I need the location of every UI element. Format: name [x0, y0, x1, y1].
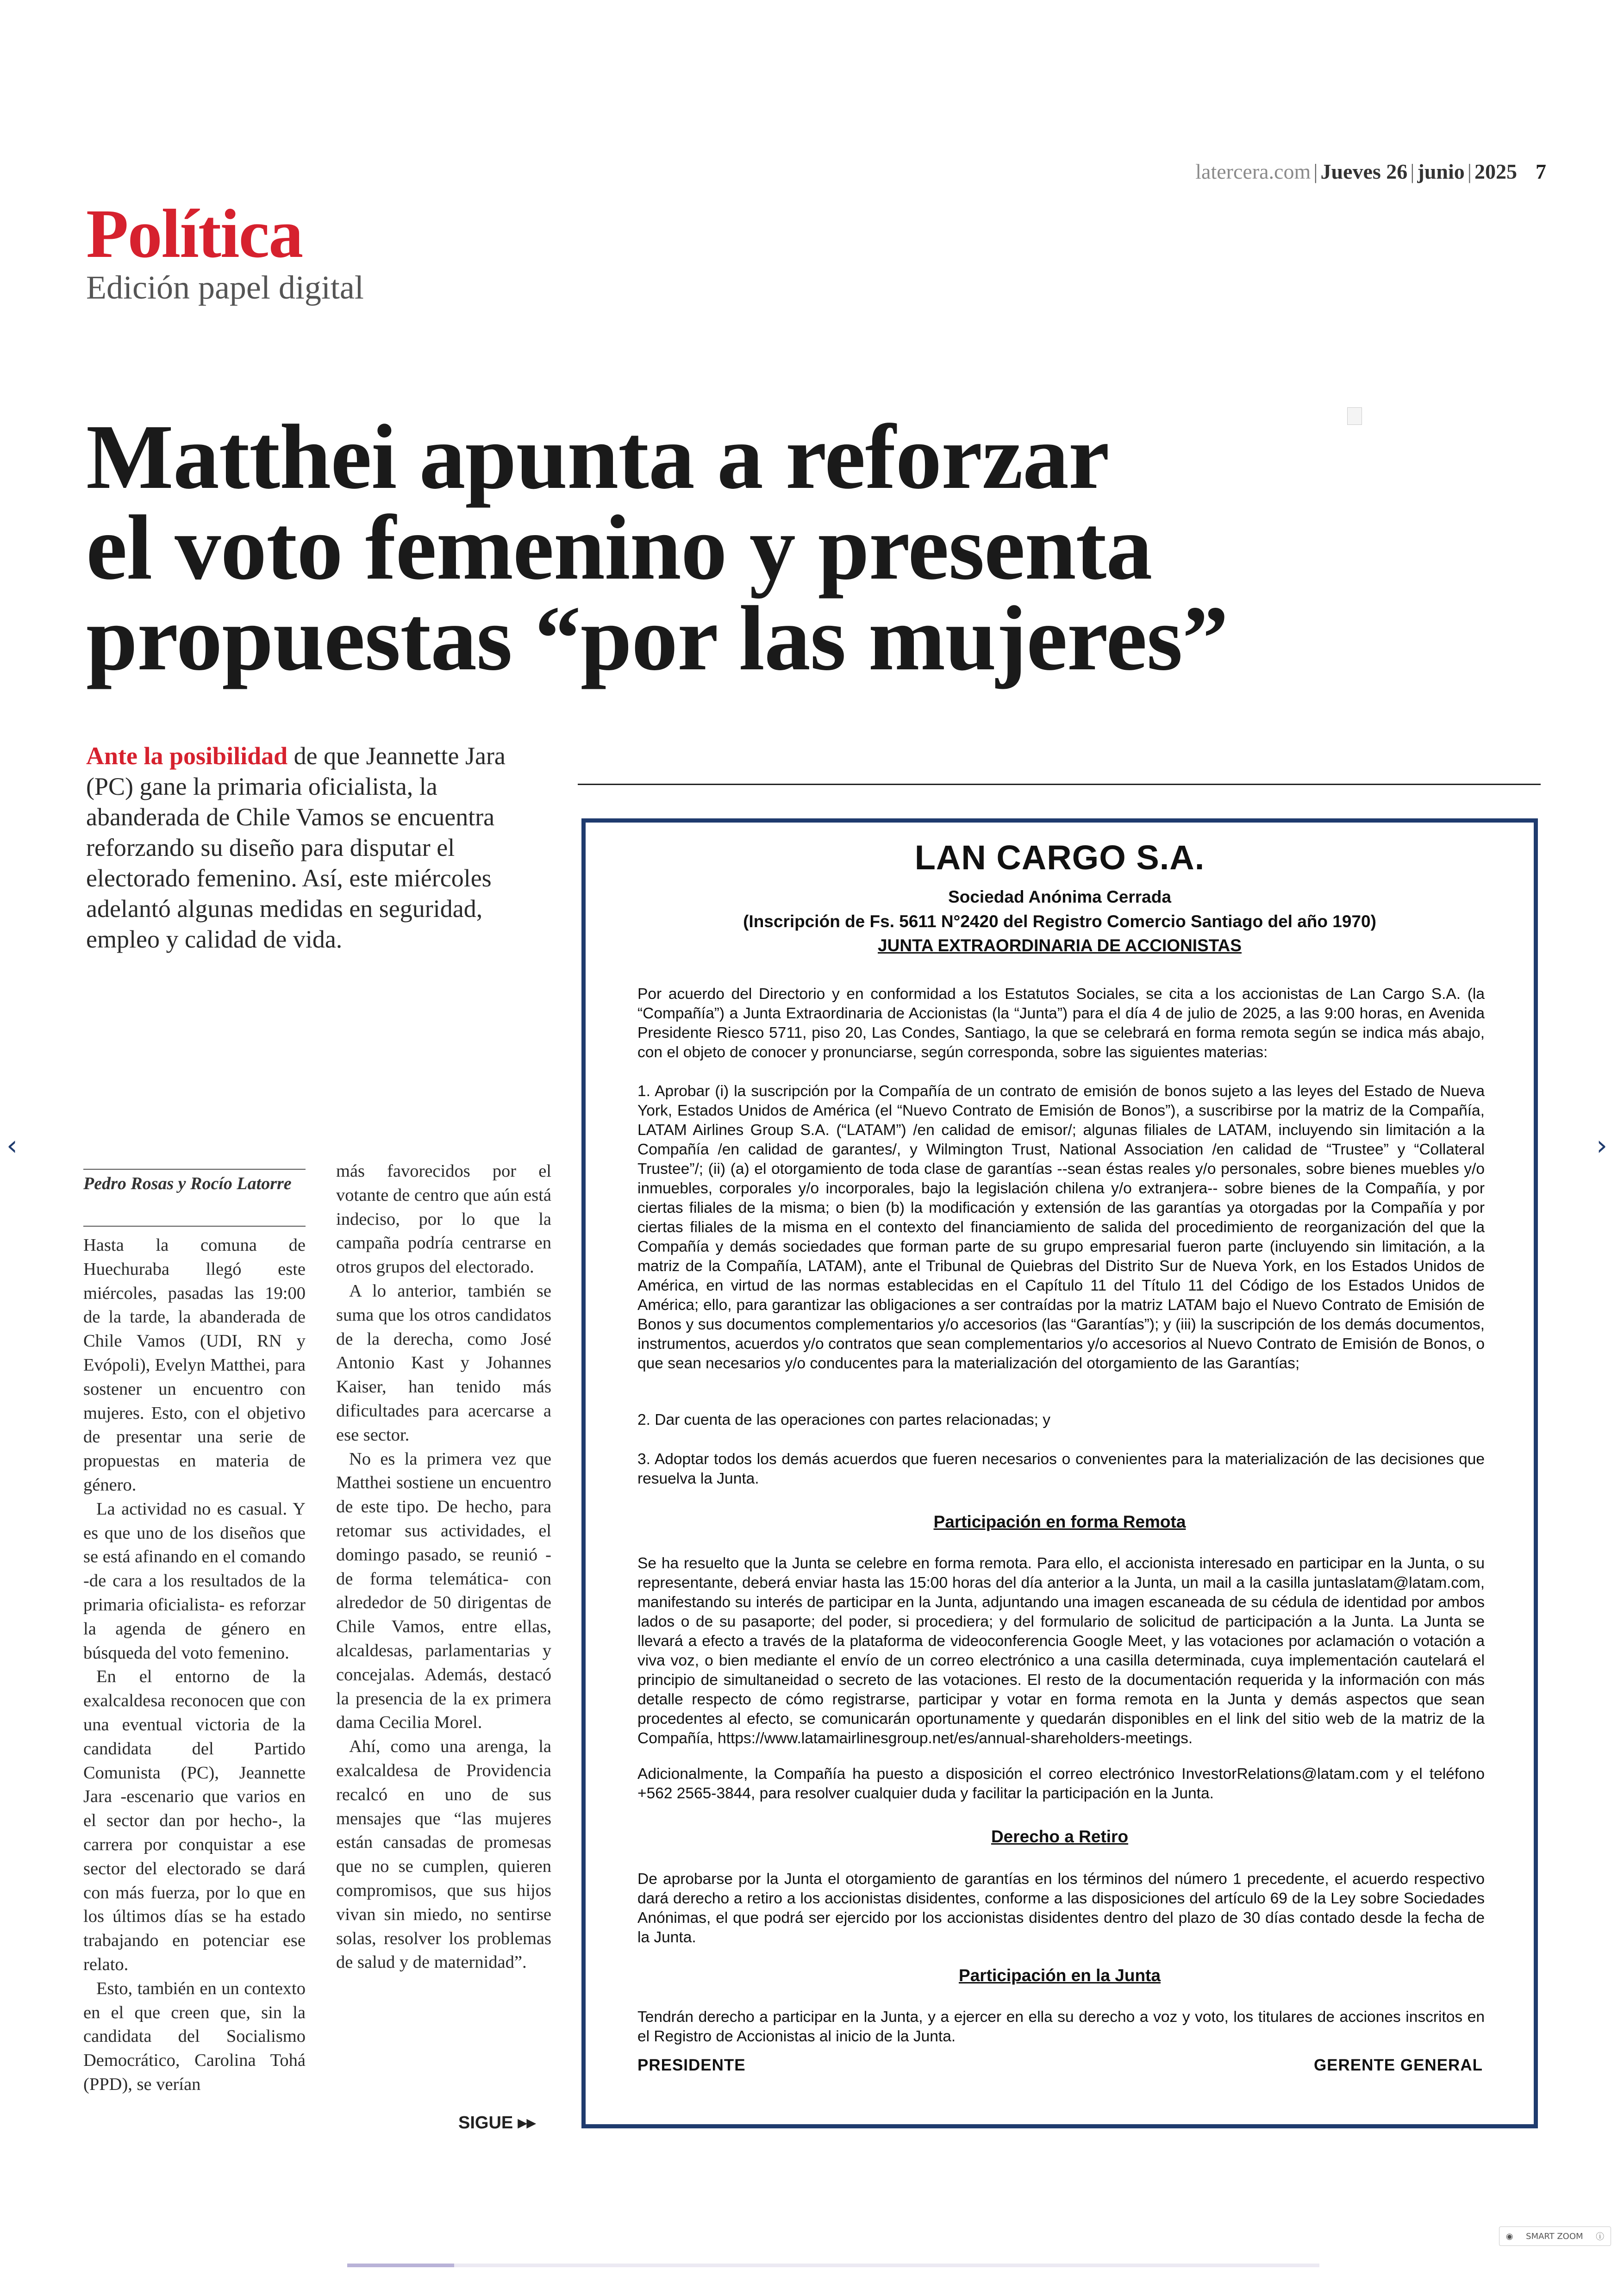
ad-participation-text: Tendrán derecho a participar en la Junta, y a ejercer en ella su derecho a voz y voto, los titulares de acciones inscritos en el Registro de Accionistas al inicio de la Junta.: [637, 2008, 1485, 2045]
ad-meeting-title: JUNTA EXTRAORDINARIA DE ACCIONISTAS: [878, 936, 1242, 955]
page-progress-track[interactable]: [347, 2264, 1319, 2267]
headline: [86, 406, 1405, 690]
ad-company-type: Sociedad Anónima Cerrada: [948, 887, 1171, 906]
lead-text: de que Jeannette Jara (PC) gane la primaria oficialista, la abanderada de Chile Vamos se encuentra reforzando su diseño para disputar el electorado femenino. Así, este miércoles adelantó algunas medidas en seguridad, empleo y calidad de vida.: [86, 742, 506, 953]
article-column-1: [83, 1234, 306, 2097]
info-icon[interactable]: ⓘ: [1596, 2232, 1605, 2242]
eye-icon: ◉: [1505, 2231, 1513, 2241]
chevron-left-icon[interactable]: ‹: [6, 1129, 18, 1162]
headline-line: el voto femenino y presenta: [86, 497, 1152, 599]
ad-registry: (Inscripción de Fs. 5611 N°2420 del Registro Comercio Santiago del año 1970): [743, 912, 1376, 931]
site-name[interactable]: latercera.com: [1195, 160, 1311, 183]
section-title: Política: [86, 195, 303, 272]
section-subtitle: Edición papel digital: [86, 269, 364, 306]
legal-notice-ad: [581, 818, 1538, 2128]
article-paragraph: En el entorno de la exalcaldesa reconocen que con una eventual victoria de la candidata del Partido Comunista (PC), Jeannette Jara -escenario que varios en el sector dan por hecho-, la carrera por conquistar a ese sector del electorado se dará con más fuerza, por lo que en los últimos días se ha estado trabajando en potenciar ese relato.: [83, 1667, 306, 1974]
article-paragraph: Hasta la comuna de Huechuraba llegó este miércoles, pasadas las 19:00 de la tarde, la abanderada de Chile Vamos (UDI, RN y Evópoli), Evelyn Matthei, para sostener un encuentro con mujeres. Esto, con el objetivo de presentar una serie de propuestas en materia de género.: [83, 1235, 306, 1495]
ad-participation-heading: Participación en la Junta: [959, 1966, 1161, 1985]
smart-zoom-label: SMART ZOOM: [1526, 2231, 1583, 2241]
header-day: Jueves 26: [1320, 160, 1408, 183]
page-marker-icon: [1347, 407, 1362, 425]
ad-withdraw-heading: Derecho a Retiro: [991, 1827, 1129, 1846]
ad-item-1: 1. Aprobar (i) la suscripción por la Compañía de un contrato de emisión de bonos sujeto a las leyes del Estado de Nueva York, Estados Unidos de América (el “Nuevo Contrato de Emisión de Bonos”), a suscribirse por la matriz de la Compañía, LATAM Airlines Group S.A. (“LATAM”) /en calidad de emisor/; algunas filiales de LATAM, incluyendo sin limitación a la Compañía /en calidad de garantes/, y Wilmington Trust, National Association /en calidad de “Trustee” y “Collateral Trustee”/; (ii) (a) el otorgamiento de toda clase de garantías --sean éstas reales y/o personales, sobre bienes muebles y/o inmuebles, corporales y/o incorporales, bajo la legislación chilena y/o extranjera-- sobre bienes de la Compañía, y por ciertas filiales de la misma; o bien (b) la modificación y extensión de las garantías ya otorgadas por la Compañía y por ciertas filiales de la misma en el contexto del financiamiento de salida del procedimiento de reorganización del que la Compañía y demás sociedades que forman parte de su grupo empresarial fueron parte (incluyendo sin limitación, a la matriz de la Compañía, LATAM), ante el Tribunal de Quiebras del Distrito Sur de Nueva York, en los Estados Unidos de América, en virtud de las normas establecidas en el Capítulo 11 del Título 11 del Código de los Estados Unidos de América; ello, para garantizar las obligaciones a ser contraídas por la matriz LATAM bajo el Nuevo Contrato de Emisión de Bonos y sus documentos complementarios y/o accesorios (las “Garantías”); y (iii) la suscripción de los demás documentos, instrumentos, acuerdos y/o contratos que sean complementarios y/o accesorios al Nuevo Contrato de Emisión de Bonos, o que sean necesarios y/o conducentes para la materialización del otorgamiento de las Garantías;: [637, 1083, 1485, 1372]
page-progress-fill: [347, 2264, 454, 2267]
article-paragraph: Ahí, como una arenga, la exalcaldesa de Providencia recalcó en uno de sus mensajes que “las mujeres están cansadas de promesas que no se cumplen, quieren compromisos, que sus hijos vivan sin miedo, no sentirse solas, resolver los problemas de salud y de maternidad”.: [336, 1737, 551, 1972]
headline-line: propuestas “por las mujeres”: [86, 587, 1228, 690]
ad-top-rule: [578, 784, 1541, 785]
chevron-right-icon[interactable]: ›: [1596, 1129, 1607, 1162]
header-year: 2025: [1474, 160, 1517, 183]
ad-intro: Por acuerdo del Directorio y en conformidad a los Estatutos Sociales, se cita a los accionistas de Lan Cargo S.A. (la “Compañía”) a Junta Extraordinaria de Accionistas (la “Junta”) para el día 4 de julio de 2025, a las 9:00 horas, en Avenida Presidente Riesco 5711, piso 20, Las Condes, Santiago, la que se celebrará en forma remota según se indica más abajo, con el objeto de conocer y pronunciarse, según corresponda, sobre las siguientes materias:: [637, 985, 1485, 1061]
lead-paragraph: [86, 741, 531, 954]
headline-line: Matthei apunta a reforzar: [86, 406, 1109, 508]
ad-remote-text: Se ha resuelto que la Junta se celebre en forma remota. Para ello, el accionista interesado en participar en la Junta, o su representante, deberá enviar hasta las 15:00 horas del día anterior a la Junta, un mail a la casilla juntaslatam@latam.com, manifestando su interés de participar en la Junta, adjuntando una imagen escaneada de su cédula de identidad por ambos lados o de su pasaporte; del poder, si procediera; y del formulario de solicitud de participación a la Junta. La Junta se llevará a efecto a través de la plataforma de videoconferencia Google Meet, y las votaciones por aclamación o votación a viva voz, o bien mediante el envío de un correo electrónico a una casilla determinada, cuya implementación cautelará el principio de simultaneidad o secreto de las votaciones. El resto de la documentación requerida y la información con más detalle respecto de cómo registrarse, participar y votar en forma remota en la Junta y demás aspectos que sean procedentes al efecto, se comunicarán oportunamente y quedarán disponibles en el link del sitio web de la matriz de la Compañía, https://www.latamairlinesgroup.net/es/annual-shareholders-meetings.: [637, 1555, 1485, 1747]
ad-remote-heading: Participación en forma Remota: [933, 1512, 1186, 1531]
article-column-2: [336, 1160, 551, 1975]
ad-contact-text: Adicionalmente, la Compañía ha puesto a disposición el correo electrónico InvestorRelations@latam.com y el teléfono +562 2565-3844, para resolver cualquier duda y facilitar la participación en la Junta.: [637, 1765, 1485, 1802]
ad-item-2: 2. Dar cuenta de las operaciones con partes relacionadas; y: [637, 1411, 1051, 1428]
ad-title: LAN CARGO S.A.: [914, 838, 1205, 877]
page-header: latercera.com | Jueves 26 | junio | 2025 7: [1195, 160, 1546, 183]
byline-divider: [83, 1226, 306, 1227]
article-paragraph: No es la primera vez que Matthei sostiene un encuentro de este tipo. De hecho, para retomar sus actividades, el domingo pasado, se reunió -de forma telemática- con alrededor de 50 dirigentas de Chile Vamos, entre ellas, alcaldesas, parlamentarias y concejalas. Además, destacó la presencia de la ex primera dama Cecilia Morel.: [336, 1449, 551, 1733]
page-number: 7: [1536, 160, 1546, 183]
continue-label: SIGUE ▸▸: [458, 2113, 536, 2133]
article-paragraph: La actividad no es casual. Y es que uno de los diseños que se está afinando en el comando -de cara a los resultados de la primaria oficialista- es reforzar la agenda de género en búsqueda del voto femenino.: [83, 1499, 306, 1663]
ad-withdraw-text: De aprobarse por la Junta el otorgamiento de garantías en los términos del número 1 precedente, el acuerdo respectivo dará derecho a retiro a los accionistas disidentes, conforme a las disposiciones del artículo 69 de la Ley sobre Sociedades Anónimas, el que podrá ser ejercido por los accionistas disidentes dentro del plazo de 30 días contado desde la fecha de la Junta.: [637, 1871, 1485, 1946]
article-paragraph: más favorecidos por el votante de centro que aún está indeciso, por lo que la campaña podría centrarse en otros grupos del electorado.: [336, 1161, 552, 1277]
smart-zoom-toggle[interactable]: [1499, 2226, 1611, 2246]
ad-signature-president: PRESIDENTE: [637, 2056, 746, 2074]
ad-item-3: 3. Adoptar todos los demás acuerdos que fueren necesarios o convenientes para la materialización de las decisiones que resuelva la Junta.: [637, 1451, 1485, 1487]
ad-signature-manager: GERENTE GENERAL: [1313, 2056, 1483, 2074]
header-month: junio: [1417, 160, 1465, 183]
article-paragraph: Esto, también en un contexto en el que creen que, sin la candidata del Socialismo Democrático, Carolina Tohá (PPD), se verían: [83, 1978, 306, 2094]
byline: Pedro Rosas y Rocío Latorre: [83, 1169, 306, 1196]
lead-highlight: Ante la posibilidad: [86, 742, 288, 770]
article-paragraph: A lo anterior, también se suma que los otros candidatos de la derecha, como José Antonio Kast y Johannes Kaiser, han tenido más dificultades para acercarse a ese sector.: [336, 1281, 551, 1445]
